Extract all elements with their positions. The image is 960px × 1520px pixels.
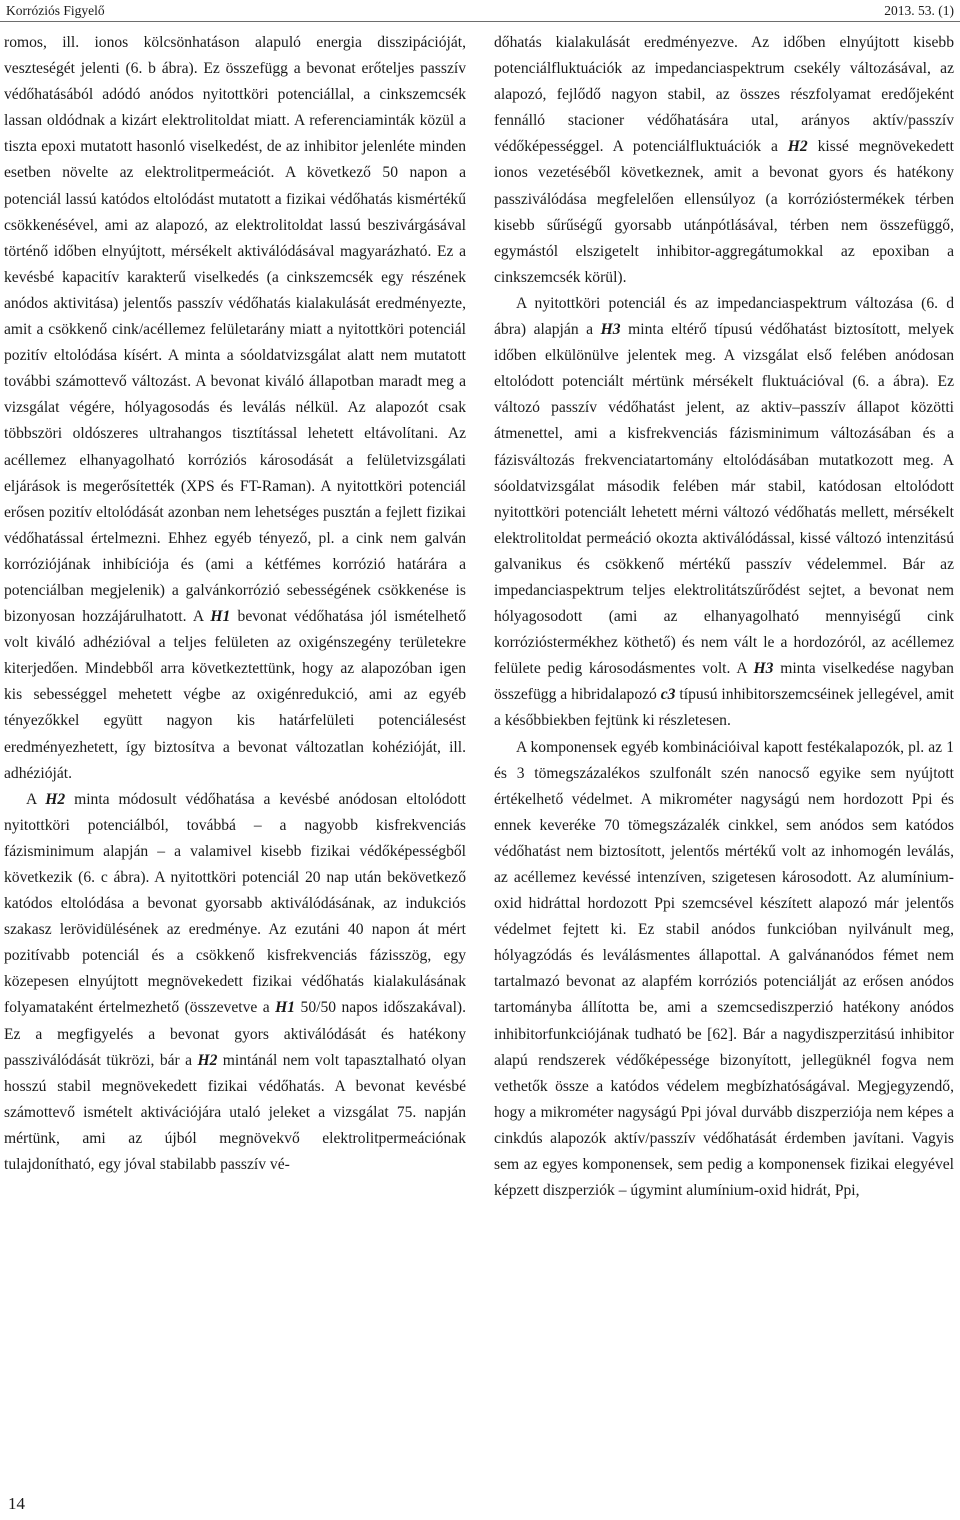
paragraph [494, 30, 954, 291]
paragraph [4, 787, 466, 1178]
paragraph: A komponensek egyéb kombinációival kapott festékalapozók, pl. az 1 és 3 tömegszázalékos szulfonált szén nanocső egyike sem nyújtott értékelhető védelmet. A mikrométer nagyságú nem hordozott Ppi és ennek keveréke 70 tömegszázalék cinkkel, sem anódos sem katódos védőhatást nem biztosított, jelentős mértékű volt az inhomogén leválás, az acéllemez kevéssé intenzíven, szigetesen károsodott. Az alumínium-oxid hidráttal hordozott Ppi szemcsével készített alapozó már jelentős védelmet fejtett ki. Ez stabil anódos funkcióban nyilvánult meg, hólyagzódás és leválásmentes állapottal. A galvánanódos fémet nem tartalmazó bevonat az alapfém korróziós potenciálját az erősen anódos tartományba állította be, ami a szemcsediszperzió hatékony anódos inhibitorfunkciójának tudható be [62]. Bár a nagydiszperzitású inhibitor alapú rendszerek védőképessége bizonyított, jellegüknél fogva nem vethetők össze a katódos védelem megbízhatóságával. Megjegyzendő, hogy a mikrométer nagyságú Ppi jóval durvább diszperziója nem képes a cinkdús alapozók aktív/passzív védőhatását érdemben javítani. Vagyis sem az egyes komponensek, sem pedig a komponensek fizikai elegyével képzett diszperziók – úgymint alumínium-oxid hidrát, Ppi, [494, 738, 954, 1200]
sample-label: H2 [197, 1051, 218, 1069]
text-run: bevonat védőhatása jól ismételhető volt kiváló adhézióval a teljes felületen az oxigénszegény területekre kiterjedően. Mindebből arra következtettünk, hogy az alapozóban igen kis sebességgel mehetett végbe az oxigénredukció, ami az egyéb tényezőkkel együtt nagyon kis határfelületi potenciálesést eredményezhetett, így biztosítva a bevonat változatlan kohézióját, ill. adhézióját. [4, 608, 466, 782]
issue-info: 2013. 53. (1) [884, 3, 954, 18]
sample-label: H3 [600, 321, 621, 339]
text-run: 50/50 napos időszakával). Ez a megfigyelés a bevonat gyors aktiválódását és hatékony passziválódását tükrözi, bár a [4, 999, 466, 1069]
text-run: mintánál nem volt tapasztalható olyan hosszú stabil megnövekedett fizikai védőhatás. A bevonat kevésbé számottevő ismételt aktivációjára utaló jeleket a vizsgálat 75. napján mértünk, ami az újból megnövekvő elektrolitpermeációnak tulajdonítható, egy jóval stabilabb passzív vé- [4, 1051, 466, 1174]
text-run: romos, ill. ionos kölcsönhatáson alapuló energia disszipációját, veszteségét jelenti (6. b ábra). Ez összefügg a bevonat erőteljes passzív védőhatásából adódó anódos nyitottköri potenciállal, a cinkszemcsék lassan oldódnak a kizárt elektrolitoldat miatt. A referenciaminták közül a tiszta epoxi mutatott hasonló viselkedést, de az inhibitor jelenléte minden esetben növelte az elektrolitpermeációt. A következő 50 napon a potenciál lassú katódos eltolódást mutatott a fizikai védőhatás kismértékű csökkenésével, ami az alapozó, az elektrolitoldat lassú beszivárgásával történő időben elnyújtott, mérsékelt aktiválódásával magyarázható. Ez a kevésbé kapacitív karakterű viselkedés (a cinkszemcsék egy részének anódos aktivitása) jelentős passzív védőhatás kialakulását eredményezte, amit a csökkenő cink/acéllemez felületarány miatt a nyitottköri potenciál pozitív eltolódása kísért. A minta a sóoldatvizsgálat alatt nem mutatott további számottevő változást. A bevonat kiváló állapotban maradt meg a vizsgálat végére, hólyagosodás és leválás nélkül. Az alapozót csak többszöri oldószeres ultrahangos tisztítással lehetett eltávolítani. Az acéllemez elhanyagolható korróziós károsodását a felületvizsgálati eljárások is megerősítették (XPS és FT-Raman). A nyitottköri potenciál erősen pozitív eltolódását azonban nem lehetséges pusztán a fejlett fizikai védőhatással értelmezni. Ehhez egyéb tényező, pl. a cink nem galván korróziójának inhibíciója és (ami a kétfémes korrózió határára a potenciálban megjelenik) a galvánkorrózió sebességének csökkenése is bizonyosan hozzájárulhatott. A [4, 34, 466, 626]
page-number: 14 [8, 1494, 25, 1513]
paragraph [4, 30, 466, 787]
sample-label: H1 [275, 999, 296, 1017]
left-column [4, 30, 466, 1480]
header-rule [0, 21, 960, 22]
text-run: dőhatás kialakulását eredményezve. Az időben elnyújtott kisebb potenciálfluktuációk az impedanciaspektrum csekély változásával, az alapozó, fejlődő nagyon stabil, az összes részfolyamat eredőjeként fennálló stacioner védőhatására utal, arányos aktív/passzív védőképességgel. A potenciálfluktuációk a [494, 34, 954, 156]
text-run: A [26, 790, 46, 808]
text-run: típusú inhibitorszemcséinek jellegével, amit a későbbiekben fejtünk ki részletesen. [494, 686, 954, 730]
right-column [494, 30, 954, 1480]
text-run: A nyitottköri potenciál és az impedanciaspektrum változása (6. d ábra) alapján a [494, 294, 954, 339]
sample-label: H3 [753, 660, 774, 678]
journal-title: Korróziós Figyelő [6, 3, 105, 18]
text-run: minta módosult védőhatása a kevésbé anódosan eltolódott nyitottköri potenciálból, továbbá – a nagyobb kisfrekvenciás fázisminimum alapján – a valamivel kisebb fizikai védőképességből következik (6. c ábra). A nyitottköri potenciál 20 nap után bekövetkező katódos eltolódása a bevonat gyorsabb aktiválódásának, az indukciós szakasz lerövidülésének az eredménye. Az ezutáni 40 napon át mért pozitívabb potenciál és a csökkenő kisfrekvenciás fázisszög, egy közepesen elnyújtott megnövekedett fizikai védőhatás kialakulásának folyamataként értelmezhető (összevetve a [4, 790, 466, 1017]
text-run: minta viselkedése nagyban összefügg a hibridalapozó [494, 660, 954, 704]
text-run: minta eltérő típusú védőhatást biztosított, melyek időben elkülönülve jelentek meg. A vizsgálat első felében anódosan eltolódott potenciált mértünk mérsékelt fluktuációval (6. a ábra). Ez változó passzív védőhatást jelent, az aktiv–passzív állapot közötti átmenettel, ami a kisfrekvenciás fázisminimum változásában és a fázisváltozás frekvenciatartomány eltolódásában mutatkozott meg. A sóoldatvizsgálat második felében már stabil, katódosan eltolódott nyitottköri potenciált lehetett mérni változó védőhatás mellett, mérsékelt elektrolitoldat permeáció okozta aktiválódással, kissé változó intenzitású galvanikus és csökkenő mértékű passzív védelemmel. Bár az impedanciaspektrum teljes elektrolitátszűrődést sejtet, a bevonat nem hólyagosodott (ami az elhanyagolható mennyiségű cink korrózióstermékhez köthető) és nem vált le a hordozóról, az acéllemez felülete pedig károsodásmentes volt. A [494, 321, 954, 678]
sample-label: H2 [45, 790, 66, 808]
text-run: kissé megnövekedett ionos vezetéséből következnek, amit a bevonat gyors és hatékony passziválódása megfelelően ellensúlyoz (a korrózióstermékek térben kisebb sűrűségű gyorsabb utánpótlásával, térben nem összefüggő, egymástól elszigetelt inhibitor-aggregátumokkal az epoxiban a cinkszemcsék körül). [494, 138, 954, 286]
inhibitor-label: c3 [660, 686, 676, 704]
sample-label: H1 [210, 608, 231, 626]
paragraph [494, 291, 954, 735]
running-head [0, 0, 960, 22]
sample-label: H2 [787, 138, 808, 156]
